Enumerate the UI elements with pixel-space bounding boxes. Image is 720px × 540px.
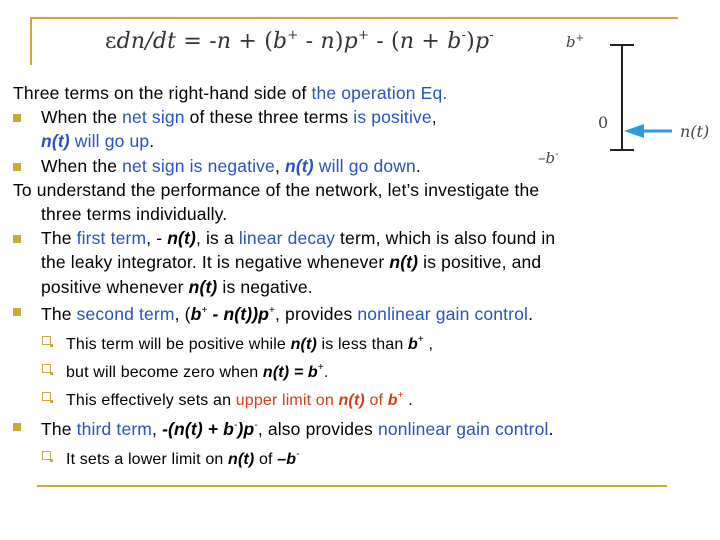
text-span: )p <box>237 419 255 440</box>
hollow-square-bullet-icon <box>42 336 51 345</box>
bullet-item <box>13 299 663 326</box>
text-span: is positive, and <box>418 252 542 273</box>
eq-part: ) <box>466 29 475 54</box>
text-span: of these three terms <box>184 107 354 128</box>
epsilon-symbol: ε <box>105 29 117 54</box>
square-bullet-icon <box>13 235 21 243</box>
text-span: net sign <box>122 107 185 128</box>
text-span: third term <box>76 419 153 440</box>
text-span: , also provides <box>257 419 378 440</box>
text-sup: + <box>317 362 324 374</box>
eq-part: n <box>216 29 232 54</box>
text-span: -(n(t) + b <box>162 419 235 440</box>
eq-part: ) <box>334 29 344 54</box>
text-span: upper limit on <box>235 392 339 410</box>
text-sup: + <box>269 304 276 316</box>
arrow-label: n(t) <box>680 122 710 141</box>
text-span: the leaky integrator. It is negative whenever <box>41 252 390 273</box>
square-bullet-icon <box>13 423 21 431</box>
text-span: n(t) <box>167 228 196 249</box>
text-span: term, which is also found in <box>335 228 556 249</box>
text-span: linear decay <box>238 228 336 249</box>
text-span: . <box>415 155 421 176</box>
text-sup: + <box>201 304 208 316</box>
text-span: but will become zero when <box>66 364 263 382</box>
sub-bullet-item <box>13 441 663 473</box>
text-span: . <box>323 364 329 382</box>
text-line <box>13 178 663 202</box>
eq-part: n <box>399 29 415 54</box>
eq-part: - <box>298 29 321 54</box>
text-span: , <box>431 107 437 128</box>
bullet-continuation <box>13 275 663 299</box>
square-bullet-icon <box>13 114 21 122</box>
text-span: This term will be positive while <box>66 336 291 354</box>
hollow-square-bullet-icon <box>42 392 51 401</box>
text-span: first term <box>76 228 147 249</box>
text-span: The <box>41 419 77 440</box>
text-span: n(t) <box>290 336 317 354</box>
text-span: This effectively sets an <box>66 392 236 410</box>
text-span: n(t) = b <box>262 364 318 382</box>
eq-sup: + <box>287 28 299 43</box>
eq-sup: - <box>489 28 494 43</box>
text-span: nonlinear gain control <box>377 419 549 440</box>
text-span: will <box>313 155 349 176</box>
text-sup: + <box>417 334 424 346</box>
bullet-item <box>13 226 663 250</box>
text-span: –b <box>277 451 297 469</box>
text-span: go up <box>104 131 150 152</box>
eq-part: b <box>273 29 288 54</box>
bullet-item <box>13 105 663 129</box>
text-span: . <box>403 392 413 410</box>
eq-part: n <box>320 29 335 54</box>
text-span: n(t) <box>284 155 314 176</box>
text-span: is positive <box>353 107 432 128</box>
text-span: will <box>69 131 105 152</box>
text-span: nonlinear gain control <box>357 303 529 324</box>
text-span: go down <box>348 155 416 176</box>
bullet-item <box>13 414 663 441</box>
text-span: three terms individually. <box>41 204 228 225</box>
slide-body <box>13 81 663 473</box>
text-sup: - <box>254 420 258 432</box>
text-sup: - <box>296 449 300 461</box>
text-span: b <box>387 392 398 410</box>
bottom-decorative-line <box>37 485 667 487</box>
lower-limit-text: –b <box>538 149 556 167</box>
text-span: , <box>152 419 163 440</box>
text-span: n(t) <box>228 451 255 469</box>
text-span: is less than <box>316 336 408 354</box>
square-bullet-icon <box>13 308 21 316</box>
text-span: When the <box>41 155 123 176</box>
eq-sup: + <box>357 28 370 43</box>
text-line <box>13 202 663 226</box>
text-span: . <box>528 303 534 324</box>
text-span: net sign is negative <box>122 155 275 176</box>
eq-part: = - <box>176 29 217 54</box>
text-span: positive whenever <box>41 276 189 297</box>
top-decorative-line <box>30 17 678 19</box>
text-span: b <box>190 303 202 324</box>
text-span: To understand the performance of the network, let’s investigate the <box>13 179 540 200</box>
left-decorative-line <box>30 17 32 65</box>
text-span: - n(t))p <box>207 303 270 324</box>
text-span: , ( <box>174 303 191 324</box>
text-sup: + <box>397 390 404 402</box>
eq-sup: - <box>461 28 467 43</box>
text-span: second term <box>76 303 175 324</box>
text-span: n(t) <box>188 276 218 297</box>
text-span: The <box>41 303 77 324</box>
sub-bullet-item <box>13 382 663 414</box>
text-span: of <box>254 451 278 469</box>
eq-part: p <box>474 29 490 54</box>
eq-part: - ( <box>369 29 400 54</box>
bullet-continuation <box>13 250 663 274</box>
text-span: the operation Eq. <box>311 83 448 103</box>
hollow-square-bullet-icon <box>42 451 51 460</box>
text-span: , provides <box>275 303 358 324</box>
eq-lhs: dn/dt <box>116 29 177 54</box>
hollow-square-bullet-icon <box>42 364 51 373</box>
zero-label: 0 <box>598 113 609 132</box>
lower-limit-sup: - <box>555 149 559 160</box>
text-span: is negative. <box>217 276 313 297</box>
text-span: , <box>423 336 434 354</box>
text-span: The <box>41 228 77 249</box>
upper-limit-label <box>566 33 584 51</box>
text-span: It sets a lower limit on <box>66 451 229 469</box>
upper-limit-text: b <box>566 33 576 51</box>
text-span: n(t) <box>389 252 419 273</box>
text-span: n(t) <box>41 131 70 152</box>
square-bullet-icon <box>13 163 21 171</box>
text-span: , - <box>146 228 168 249</box>
eq-part: + <box>414 29 448 54</box>
eq-part: + ( <box>231 29 274 54</box>
text-span: When the <box>41 107 123 128</box>
text-span: n(t) <box>338 392 365 410</box>
text-span: . <box>548 419 554 440</box>
eq-part: b <box>447 29 462 54</box>
text-span: , is a <box>195 228 239 249</box>
text-sup: - <box>234 420 238 432</box>
upper-limit-sup: + <box>575 33 584 44</box>
text-span: , <box>274 155 285 176</box>
eq-part: p <box>343 29 358 54</box>
text-span: b <box>407 336 418 354</box>
text-span: of <box>364 392 388 410</box>
bullet-item <box>13 154 663 178</box>
text-line <box>13 81 663 105</box>
operation-equation <box>105 28 494 54</box>
text-span: Three terms on the right-hand side of <box>13 83 312 103</box>
bullet-continuation <box>13 129 663 153</box>
text-span: . <box>149 131 155 152</box>
